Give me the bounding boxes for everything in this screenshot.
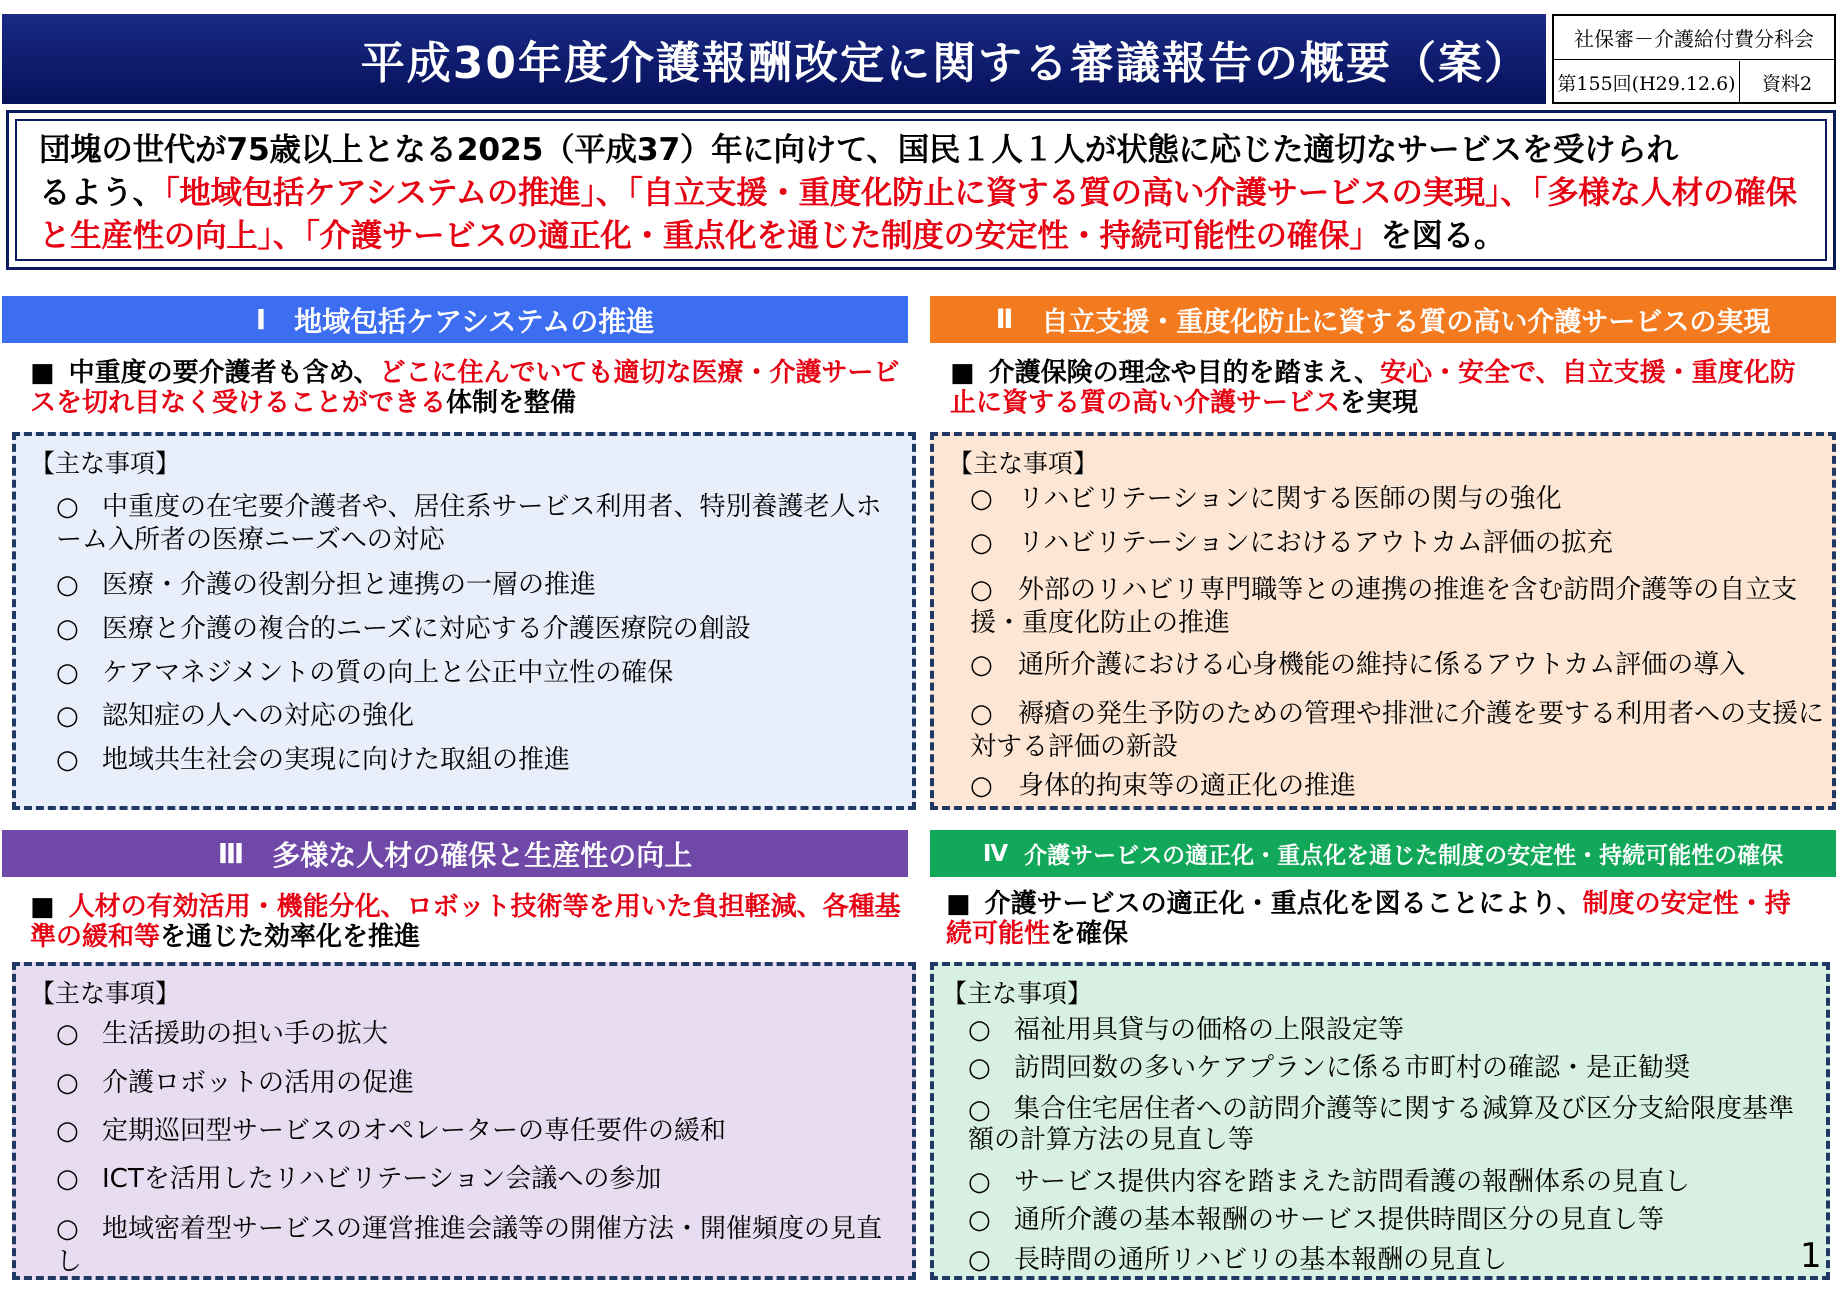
section-3-items-box	[12, 962, 916, 1280]
circle-bullet-icon: ○	[56, 570, 79, 600]
list-item: ○ 外部のリハビリ専門職等との連携の推進を含む訪問介護等の自立支援・重度化防止の推進	[970, 575, 1798, 638]
section-2-items-box	[930, 432, 1836, 810]
circle-bullet-icon: ○	[970, 484, 993, 514]
list-item: ○ 福祉用具貸与の価格の上限設定等	[968, 1015, 1405, 1045]
section-4-numeral: Ⅳ	[982, 840, 1009, 867]
circle-bullet-icon: ○	[968, 1015, 991, 1045]
circle-bullet-icon: ○	[56, 1164, 79, 1194]
list-item: ○ 中重度の在宅要介護者や、居住系サービス利用者、特別養護老人ホーム入所者の医療ニーズへの対応	[56, 492, 882, 555]
section-2-summary: ■ 介護保険の理念や目的を踏まえ、安心・安全で、自立支援・重度化防止に資する質の高い介護サービスを実現	[950, 358, 1796, 418]
circle-bullet-icon: ○	[56, 701, 79, 731]
list-item: ○ サービス提供内容を踏まえた訪問看護の報酬体系の見直し	[968, 1167, 1691, 1197]
circle-bullet-icon: ○	[968, 1053, 991, 1083]
meeting-info	[1554, 61, 1834, 104]
list-item: ○ 通所介護の基本報酬のサービス提供時間区分の見直し等	[968, 1205, 1665, 1235]
circle-bullet-icon: ○	[970, 771, 993, 801]
square-bullet-icon: ■	[30, 892, 55, 922]
page-title: 平成30年度介護報酬改定に関する審議報告の概要（案）	[360, 38, 1530, 89]
document-meta-box	[1552, 14, 1836, 104]
circle-bullet-icon: ○	[56, 1019, 79, 1049]
circle-bullet-icon: ○	[968, 1205, 991, 1235]
list-item: ○ 生活援助の担い手の拡大	[56, 1019, 389, 1049]
list-item: ○ 長時間の通所リハビリの基本報酬の見直し	[968, 1245, 1508, 1275]
list-item: ○ 通所介護における心身機能の維持に係るアウトカム評価の導入	[970, 650, 1746, 680]
section-3-header	[2, 830, 908, 877]
circle-bullet-icon: ○	[970, 528, 993, 558]
section-1-numeral: Ⅰ	[255, 303, 267, 336]
section-2-header	[930, 296, 1836, 343]
list-item: ○ 認知症の人への対応の強化	[56, 701, 415, 731]
section-1-label: 【主な事項】	[30, 449, 181, 478]
circle-bullet-icon: ○	[968, 1245, 991, 1275]
section-2-numeral: Ⅱ	[995, 304, 1014, 335]
intro-line-2-tail: を図る。	[1380, 218, 1506, 254]
list-item: ○ 褥瘡の発生予防のための管理や排泄に介護を要する利用者への支援に対する評価の新設	[970, 699, 1825, 762]
intro-text	[39, 129, 1811, 258]
circle-bullet-icon: ○	[56, 614, 79, 644]
meeting-number-date: 第155回(H29.12.6)	[1554, 61, 1740, 104]
committee-name: 社保審－介護給付費分科会	[1554, 16, 1834, 60]
section-3-label: 【主な事項】	[30, 979, 181, 1008]
section-4-items-box	[930, 962, 1830, 1280]
list-item: ○ リハビリテーションにおけるアウトカム評価の拡充	[970, 528, 1613, 558]
circle-bullet-icon: ○	[56, 492, 79, 522]
circle-bullet-icon: ○	[970, 575, 993, 605]
square-bullet-icon: ■	[30, 358, 55, 388]
intro-policy-pillars: 「地域包括ケアシステムの推進」、「自立支援・重度化防止に資する質の高い介護サービスの実現」、「多様な人材の確保と生産性の向上」、「介護サービスの適正化・重点化を通じた制度の安定性・持続可能性の確保」	[39, 175, 1797, 254]
intro-box	[6, 110, 1836, 270]
section-2-title: 自立支援・重度化防止に資する質の高い介護サービスの実現	[1041, 307, 1771, 338]
section-4-title: 介護サービスの適正化・重点化を通じた制度の安定性・持続可能性の確保	[1024, 843, 1784, 869]
list-item: ○ 訪問回数の多いケアプランに係る市町村の確認・是正勧奨	[968, 1053, 1691, 1083]
section-3-title: 多様な人材の確保と生産性の向上	[272, 838, 693, 872]
circle-bullet-icon: ○	[968, 1095, 991, 1125]
circle-bullet-icon: ○	[56, 745, 79, 775]
list-item: ○ 集合住宅居住者への訪問介護等に関する減算及び区分支給限度基準額の計算方法の見直し等	[968, 1094, 1795, 1155]
section-1-header	[2, 296, 908, 343]
page-number: 1	[1800, 1236, 1822, 1276]
list-item: ○ 医療と介護の複合的ニーズに対応する介護医療院の創設	[56, 614, 751, 644]
list-item: ○ リハビリテーションに関する医師の関与の強化	[970, 484, 1562, 514]
list-item: ○ 医療・介護の役割分担と連携の一層の推進	[56, 570, 597, 600]
list-item: ○ 身体的拘束等の適正化の推進	[970, 771, 1357, 801]
list-item: ○ 介護ロボットの活用の促進	[56, 1068, 415, 1098]
intro-line-2-lead: るよう、	[39, 175, 164, 211]
title-bar	[2, 14, 1546, 104]
section-3-summary: ■ 人材の有効活用・機能分化、ロボット技術等を用いた負担軽減、各種基準の緩和等を通じた効率化を推進	[30, 892, 901, 952]
section-1-summary: ■ 中重度の要介護者も含め、どこに住んでいても適切な医療・介護サービスを切れ目なく受けることができる体制を整備	[30, 358, 900, 418]
section-4-label: 【主な事項】	[942, 979, 1093, 1008]
square-bullet-icon: ■	[950, 358, 975, 388]
list-item: ○ 地域密着型サービスの運営推進会議等の開催方法・開催頻度の見直し	[56, 1214, 883, 1277]
circle-bullet-icon: ○	[56, 658, 79, 688]
circle-bullet-icon: ○	[56, 1068, 79, 1098]
list-item: ○ ICTを活用したリハビリテーション会議への参加	[56, 1164, 662, 1194]
circle-bullet-icon: ○	[970, 699, 993, 729]
square-bullet-icon: ■	[946, 889, 971, 919]
list-item: ○ ケアマネジメントの質の向上と公正中立性の確保	[56, 658, 674, 688]
document-number: 資料2	[1761, 73, 1813, 95]
intro-line-1: 団塊の世代が75歳以上となる2025（平成37）年に向けて、国民１人１人が状態に応じた適切なサービスを受けられ	[39, 132, 1678, 168]
section-4-header	[930, 830, 1836, 877]
circle-bullet-icon: ○	[968, 1167, 991, 1197]
list-item: ○ 地域共生社会の実現に向けた取組の推進	[56, 745, 571, 775]
list-item: ○ 定期巡回型サービスのオペレーターの専任要件の緩和	[56, 1116, 727, 1146]
circle-bullet-icon: ○	[56, 1214, 79, 1244]
section-1-items-box	[12, 432, 916, 810]
section-1-title: 地域包括ケアシステムの推進	[294, 304, 655, 338]
section-3-numeral: Ⅲ	[217, 837, 245, 870]
section-2-label: 【主な事項】	[948, 449, 1099, 478]
circle-bullet-icon: ○	[970, 650, 993, 680]
section-4-summary: ■ 介護サービスの適正化・重点化を図ることにより、制度の安定性・持続可能性を確保	[946, 889, 1791, 949]
circle-bullet-icon: ○	[56, 1116, 79, 1146]
